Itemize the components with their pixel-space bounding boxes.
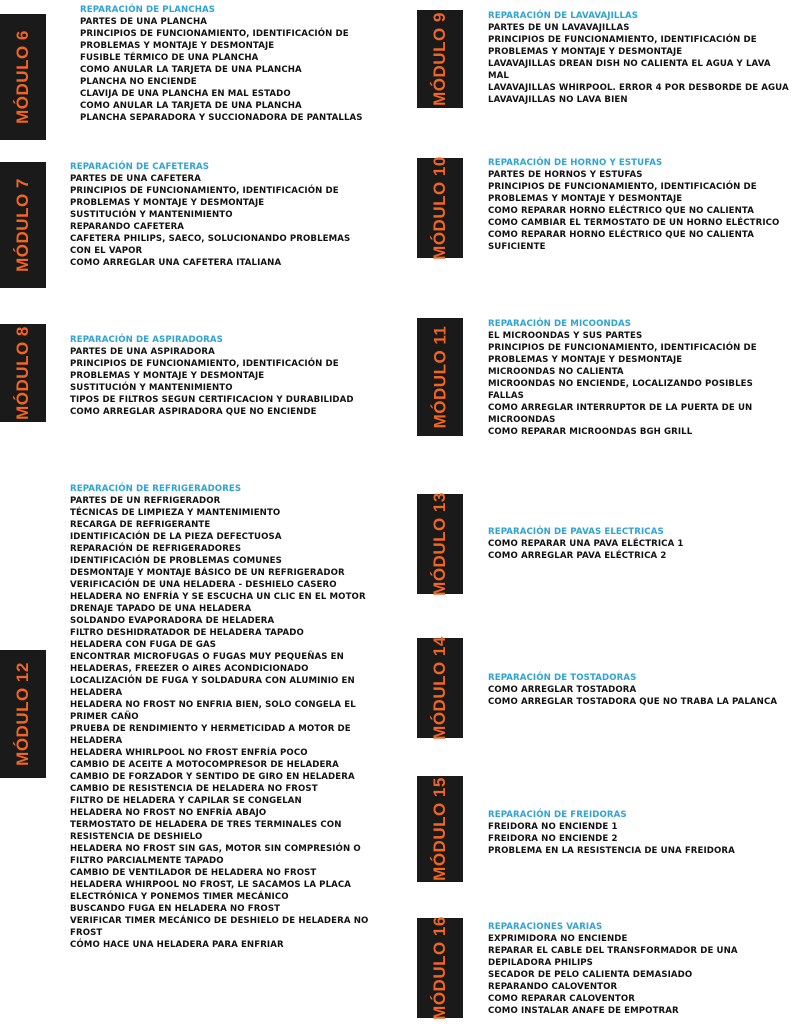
- module-label: MÓDULO 14: [430, 636, 449, 740]
- topic-item: CAMBIO DE FORZADOR Y SENTIDO DE GIRO EN HELADERA: [70, 772, 355, 782]
- topic-item: CLAVIJA DE UNA PLANCHA EN MAL ESTADO: [80, 89, 291, 99]
- topic-item: COMO CAMBIAR EL TERMOSTATO DE UN HORNO ELÉCTRICO: [488, 218, 780, 228]
- topic-item: PROBLEMAS Y MONTAJE Y DESMONTAJE: [488, 194, 683, 204]
- module-7-badge: [0, 162, 46, 288]
- topic-item: EL MICROONDAS Y SUS PARTES: [488, 331, 643, 341]
- module-10-badge: [417, 158, 463, 258]
- topic-item: COMO ARREGLAR TOSTADORA: [488, 685, 637, 695]
- topic-item: FALLAS: [488, 391, 524, 401]
- topic-item: MICROONDAS NO ENCIENDE, LOCALIZANDO POSIBLES: [488, 379, 753, 389]
- topic-item: PRUEBA DE RENDIMIENTO Y HERMETICIDAD A MOTOR DE: [70, 724, 351, 734]
- module-title: REPARACIÓN DE FREIDORAS: [488, 810, 627, 820]
- topic-item: PROBLEMAS Y MONTAJE Y DESMONTAJE: [70, 371, 265, 381]
- topic-item: COMO REPARAR CALOVENTOR: [488, 994, 635, 1004]
- topic-item: VERIFICACIÓN DE UNA HELADERA - DESHIELO CASERO: [70, 580, 337, 590]
- topic-item: FREIDORA NO ENCIENDE 2: [488, 834, 618, 844]
- topic-item: PROBLEMA EN LA RESISTENCIA DE UNA FREIDORA: [488, 846, 735, 856]
- topic-item: PARTES DE UNA PLANCHA: [80, 17, 207, 27]
- topic-item: TÉCNICAS DE LIMPIEZA Y MANTENIMIENTO: [70, 508, 281, 518]
- topic-item: REPARAR EL CABLE DEL TRANSFORMADOR DE UNA: [488, 946, 738, 956]
- topic-item: SOLDANDO EVAPORADORA DE HELADERA: [70, 616, 275, 626]
- topic-item: COMO ARREGLAR INTERRUPTOR DE LA PUERTA DE UN: [488, 403, 753, 413]
- topic-item: COMO ANULAR LA TARJETA DE UNA PLANCHA: [80, 101, 302, 111]
- topic-item: RESISTENCIA DE DESHIELO: [70, 832, 203, 842]
- module-13-badge: [417, 494, 463, 594]
- module-label: MÓDULO 12: [13, 662, 32, 766]
- topic-item: HELADERA: [70, 688, 123, 698]
- topic-item: COMO REPARAR MICROONDAS BGH GRILL: [488, 427, 693, 437]
- module-title: REPARACIONES VARIAS: [488, 922, 603, 932]
- topic-item: CAMBIO DE RESISTENCIA DE HELADERA NO FROST: [70, 784, 318, 794]
- module-6-content: [80, 4, 363, 124]
- topic-item: REPARANDO CALOVENTOR: [488, 982, 618, 992]
- module-label: MÓDULO 15: [430, 777, 449, 881]
- topic-item: COMO REPARAR UNA PAVA ELÉCTRICA 1: [488, 539, 684, 549]
- topic-item: COMO ARREGLAR UNA CAFETERA ITALIANA: [70, 258, 282, 268]
- topic-item: CÓMO HACE UNA HELADERA PARA ENFRIAR: [70, 940, 284, 950]
- module-9-badge: [417, 10, 463, 108]
- topic-item: MICROONDAS: [488, 415, 556, 425]
- topic-item: COMO REPARAR HORNO ELÉCTRICO QUE NO CALIENTA: [488, 230, 754, 240]
- topic-item: HELADERA CON FUGA DE GAS: [70, 640, 217, 650]
- module-title: REPARACIÓN DE HORNO Y ESTUFAS: [488, 158, 663, 168]
- topic-item: FROST: [70, 928, 103, 938]
- topic-item: DESMONTAJE Y MONTAJE BÁSICO DE UN REFRIGERADOR: [70, 568, 345, 578]
- topic-item: COMO ARREGLAR PAVA ELÉCTRICA 2: [488, 551, 667, 561]
- module-16-badge: [417, 918, 463, 1018]
- topic-item: LAVAVAJILLAS NO LAVA BIEN: [488, 95, 628, 105]
- topic-item: PRINCIPIOS DE FUNCIONAMIENTO, IDENTIFICACIÓN DE: [488, 182, 757, 192]
- topic-item: ENCONTRAR MICROFUGAS O FUGAS MUY PEQUEÑAS EN: [70, 652, 344, 662]
- topic-item: EXPRIMIDORA NO ENCIENDE: [488, 934, 628, 944]
- topic-item: MICROONDAS NO CALIENTA: [488, 367, 624, 377]
- topic-item: COMO REPARAR HORNO ELÉCTRICO QUE NO CALIENTA: [488, 206, 754, 216]
- topic-item: DEPILADORA PHILIPS: [488, 958, 593, 968]
- topic-item: SUSTITUCIÓN Y MANTENIMIENTO: [70, 383, 233, 393]
- topic-item: PROBLEMAS Y MONTAJE Y DESMONTAJE: [70, 198, 265, 208]
- topic-item: HELADERA NO FROST SIN GAS, MOTOR SIN COMPRESIÓN O: [70, 844, 361, 854]
- topic-item: SECADOR DE PELO CALIENTA DEMASIADO: [488, 970, 693, 980]
- module-8-content: [70, 334, 354, 418]
- module-6-badge: [0, 14, 46, 140]
- topic-item: COMO ARREGLAR ASPIRADORA QUE NO ENCIENDE: [70, 407, 317, 417]
- topic-item: PARTES DE UNA ASPIRADORA: [70, 347, 215, 357]
- module-title: REPARACIÓN DE TOSTADORAS: [488, 673, 637, 683]
- topic-item: PLANCHA SEPARADORA Y SUCCIONADORA DE PANTALLAS: [80, 113, 363, 123]
- module-label: MÓDULO 8: [13, 326, 33, 420]
- topic-item: COMO ANULAR LA TARJETA DE UNA PLANCHA: [80, 65, 302, 75]
- module-14-content: [488, 672, 777, 708]
- topic-item: TIPOS DE FILTROS SEGUN CERTIFICACION Y DURABILIDAD: [70, 395, 354, 405]
- module-13-content: [488, 526, 684, 562]
- module-title: REPARACIÓN DE PLANCHAS: [80, 5, 216, 15]
- module-7-content: [70, 161, 350, 269]
- topic-item: PROBLEMAS Y MONTAJE Y DESMONTAJE: [488, 355, 683, 365]
- topic-item: FILTRO DESHIDRATADOR DE HELADERA TAPADO: [70, 628, 304, 638]
- module-9-content: [488, 10, 789, 106]
- topic-item: CON EL VAPOR: [70, 246, 143, 256]
- topic-item: FILTRO PARCIALMENTE TAPADO: [70, 856, 224, 866]
- topic-item: PRINCIPIOS DE FUNCIONAMIENTO, IDENTIFICACIÓN DE: [70, 186, 339, 196]
- module-label: MÓDULO 6: [13, 30, 33, 124]
- topic-item: HELADERA WHIRPOOL NO FROST, LE SACAMOS LA PLACA: [70, 880, 352, 890]
- topic-item: COMO INSTALAR ANAFE DE EMPOTRAR: [488, 1006, 679, 1016]
- topic-item: COMO ARREGLAR TOSTADORA QUE NO TRABA LA PALANCA: [488, 697, 778, 707]
- topic-item: MAL: [488, 71, 509, 81]
- module-12-content: [70, 483, 368, 951]
- module-label: MÓDULO 7: [13, 178, 33, 272]
- topic-item: ELECTRÓNICA Y PONEMOS TIMER MECÁNICO: [70, 892, 289, 902]
- topic-item: PARTES DE HORNOS Y ESTUFAS: [488, 170, 643, 180]
- module-label: MÓDULO 9: [430, 12, 450, 106]
- topic-item: PRINCIPIOS DE FUNCIONAMIENTO, IDENTIFICACIÓN DE: [488, 343, 757, 353]
- topic-item: HELADERA NO FROST NO ENFRÍA ABAJO: [70, 808, 267, 818]
- topic-item: PARTES DE UN LAVAVAJILLAS: [488, 23, 630, 33]
- module-label: MÓDULO 13: [430, 492, 449, 596]
- topic-item: PRINCIPIOS DE FUNCIONAMIENTO, IDENTIFICACIÓN DE: [80, 29, 349, 39]
- topic-item: PARTES DE UNA CAFETERA: [70, 174, 202, 184]
- topic-item: PRINCIPIOS DE FUNCIONAMIENTO, IDENTIFICACIÓN DE: [488, 35, 757, 45]
- module-label: MÓDULO 11: [430, 325, 449, 429]
- topic-item: VERIFICAR TIMER MECÁNICO DE DESHIELO DE HELADERA NO: [70, 916, 369, 926]
- topic-item: PRINCIPIOS DE FUNCIONAMIENTO, IDENTIFICACIÓN DE: [70, 359, 339, 369]
- module-15-badge: [417, 776, 463, 882]
- topic-item: CAMBIO DE VENTILADOR DE HELADERA NO FROST: [70, 868, 317, 878]
- topic-item: PROBLEMAS Y MONTAJE Y DESMONTAJE: [488, 47, 683, 57]
- topic-item: HELADERA NO ENFRÍA Y SE ESCUCHA UN CLIC EN EL MOTOR: [70, 592, 366, 602]
- topic-item: SUSTITUCIÓN Y MANTENIMIENTO: [70, 210, 233, 220]
- module-11-content: [488, 318, 757, 438]
- topic-item: BUSCANDO FUGA EN HELADERA NO FROST: [70, 904, 281, 914]
- topic-item: SUFICIENTE: [488, 242, 546, 252]
- module-11-badge: [417, 318, 463, 436]
- topic-item: CAMBIO DE ACEITE A MOTOCOMPRESOR DE HELADERA: [70, 760, 339, 770]
- topic-item: PRIMER CAÑO: [70, 712, 139, 722]
- module-12-badge: [0, 650, 46, 778]
- topic-item: HELADERAS, FREEZER O AIRES ACONDICIONADO: [70, 664, 309, 674]
- module-14-badge: [417, 638, 463, 738]
- module-label: MÓDULO 10: [430, 156, 449, 260]
- topic-item: LAVAVAJILLAS WHIRPOOL. ERROR 4 POR DESBORDE DE AGUA: [488, 83, 789, 93]
- topic-item: FUSIBLE TÉRMICO DE UNA PLANCHA: [80, 53, 259, 63]
- module-16-content: [488, 921, 738, 1017]
- topic-item: REPARANDO CAFETERA: [70, 222, 185, 232]
- module-title: REPARACIÓN DE ASPIRADORAS: [70, 335, 223, 345]
- topic-item: TERMOSTATO DE HELADERA DE TRES TERMINALES CON: [70, 820, 342, 830]
- topic-item: DRENAJE TAPADO DE UNA HELADERA: [70, 604, 252, 614]
- module-8-badge: [0, 324, 46, 422]
- topic-item: CAFETERA PHILIPS, SAECO, SOLUCIONANDO PROBLEMAS: [70, 234, 351, 244]
- topic-item: HELADERA: [70, 736, 123, 746]
- topic-item: FILTRO DE HELADERA Y CAPILAR SE CONGELAN: [70, 796, 302, 806]
- topic-item: IDENTIFICACIÓN DE PROBLEMAS COMUNES: [70, 556, 282, 566]
- topic-item: PARTES DE UN REFRIGERADOR: [70, 496, 221, 506]
- module-10-content: [488, 157, 779, 253]
- topic-item: RECARGA DE REFRIGERANTE: [70, 520, 211, 530]
- module-title: REPARACIÓN DE LAVAVAJILLAS: [488, 11, 639, 21]
- topic-item: HELADERA WHIRLPOOL NO FROST ENFRÍA POCO: [70, 748, 308, 758]
- module-15-content: [488, 809, 735, 857]
- topic-item: FREIDORA NO ENCIENDE 1: [488, 822, 618, 832]
- module-label: MÓDULO 16: [430, 916, 449, 1020]
- topic-item: PROBLEMAS Y MONTAJE Y DESMONTAJE: [80, 41, 275, 51]
- module-title: REPARACIÓN DE MICOONDAS: [488, 319, 632, 329]
- topic-item: REPARACIÓN DE REFRIGERADORES: [70, 544, 242, 554]
- topic-item: LOCALIZACIÓN DE FUGA Y SOLDADURA CON ALUMINIO EN: [70, 676, 355, 686]
- topic-item: IDENTIFICACIÓN DE LA PIEZA DEFECTUOSA: [70, 532, 282, 542]
- topic-item: HELADERA NO FROST NO ENFRIA BIEN, SOLO CONGELA EL: [70, 700, 356, 710]
- topic-item: LAVAVAJILLAS DREAN DISH NO CALIENTA EL AGUA Y LAVA: [488, 59, 771, 69]
- module-title: REPARACIÓN DE PAVAS ELECTRICAS: [488, 527, 664, 537]
- module-title: REPARACIÓN DE CAFETERAS: [70, 162, 210, 172]
- topic-item: PLANCHA NO ENCIENDE: [80, 77, 197, 87]
- module-title: REPARACIÓN DE REFRIGERADORES: [70, 484, 242, 494]
